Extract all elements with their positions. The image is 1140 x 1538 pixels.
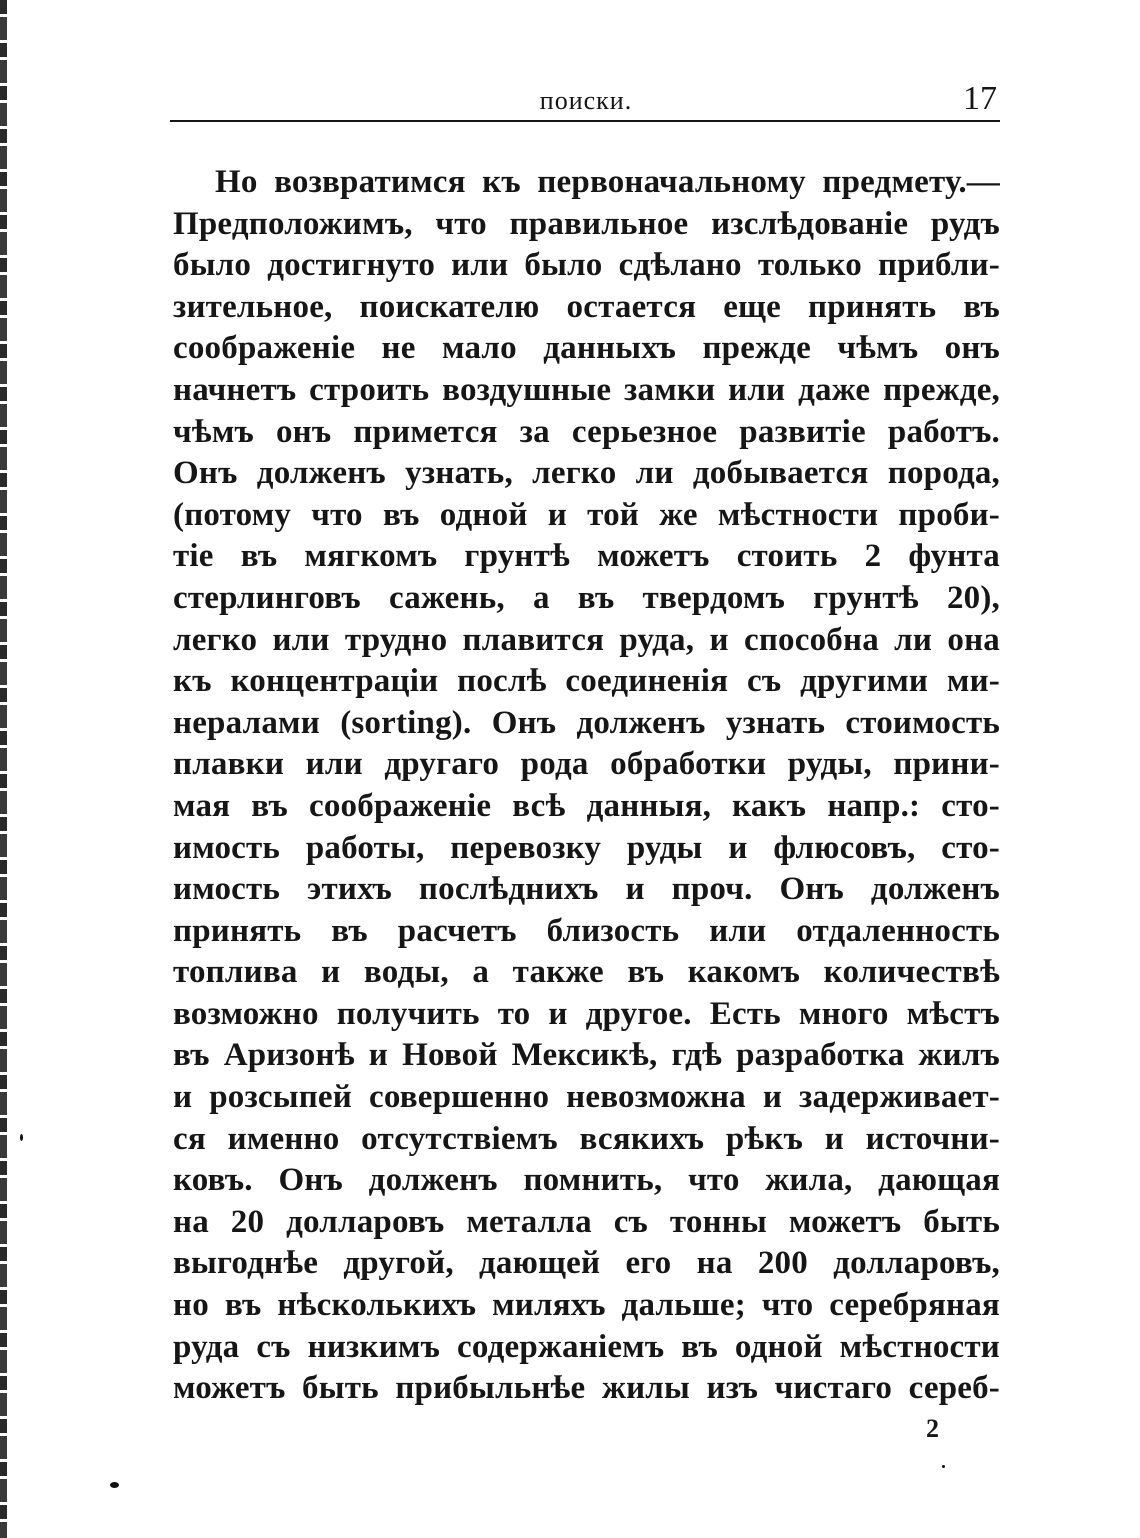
text-line: чѣмъ онъ примется за серьезное развитіе работъ. [173, 413, 1000, 450]
text-line: выгоднѣе другой, дающей его на 200 долларовъ, [173, 1245, 1000, 1282]
page-number: 17 [963, 80, 997, 117]
body-text [173, 162, 1000, 1410]
text-line: ся именно отсутствіемъ всякихъ рѣкъ и источни- [173, 1120, 1000, 1157]
text-line: можетъ быть прибыльнѣе жилы изъ чистаго сереб- [173, 1370, 1000, 1407]
text-line: топлива и воды, а также въ какомъ количествѣ [173, 954, 1000, 991]
text-line: Но возвратимся къ первоначальному предмету.— [215, 164, 1000, 200]
text-line: въ Аризонѣ и Новой Мексикѣ, гдѣ разработка жилъ [173, 1037, 1000, 1074]
print-speck [20, 1134, 23, 1141]
text-line: мая въ соображеніе всѣ данныя, какъ напр.: сто- [173, 787, 1000, 824]
print-speck [942, 1465, 945, 1468]
text-line: имость работы, перевозку руды и флюсовъ, сто- [173, 829, 1000, 866]
text-line: Предположимъ, что правильное изслѣдованіе рудъ [173, 205, 1000, 242]
text-line: но въ нѣсколькихъ миляхъ дальше; что серебряная [173, 1287, 1000, 1324]
text-line: нералами (sorting). Онъ долженъ узнать стоимость [173, 704, 1000, 741]
header-rule [170, 120, 1000, 122]
running-title: поиски. [539, 86, 633, 115]
text-line: зительное, поискателю остается еще принять въ [173, 288, 1000, 325]
text-line: плавки или другаго рода обработки руды, прини- [173, 746, 1000, 783]
text-line: было достигнуто или было сдѣлано только прибли- [173, 247, 1000, 284]
text-line: Онъ долженъ узнать, легко ли добывается порода, [173, 455, 1000, 492]
text-line: принять въ расчетъ близость или отдаленность [173, 912, 1000, 949]
text-line: тіе въ мягкомъ грунтѣ можетъ стоить 2 фунта [173, 538, 1000, 575]
print-speck [110, 1482, 119, 1488]
text-line: руда съ низкимъ содержаніемъ въ одной мѣстности [173, 1328, 1000, 1365]
text-line: легко или трудно плавится руда, и способна ли она [173, 621, 1000, 658]
text-line: ковъ. Онъ долженъ помнить, что жила, дающая [173, 1162, 1000, 1199]
text-line: имость этихъ послѣднихъ и проч. Онъ долженъ [173, 871, 1000, 908]
text-line: на 20 долларовъ металла съ тонны можетъ быть [173, 1203, 1000, 1240]
text-line: стерлинговъ сажень, а въ твердомъ грунтѣ 20), [173, 579, 1000, 616]
text-line: (потому что въ одной и той же мѣстности проби- [173, 496, 1000, 533]
text-line: къ концентраціи послѣ соединенія съ другими ми- [173, 663, 1000, 700]
signature-mark: 2 [926, 1414, 939, 1443]
running-header [173, 80, 999, 120]
text-line: начнетъ строить воздушные замки или даже прежде, [173, 371, 1000, 408]
text-line: возможно получить то и другое. Есть много мѣстъ [173, 995, 1000, 1032]
text-line: соображеніе не мало данныхъ прежде чѣмъ онъ [173, 330, 1000, 367]
text-line: и розсыпей совершенно невозможна и задерживает- [173, 1079, 1000, 1116]
page-edge-shadow [0, 0, 7, 1538]
